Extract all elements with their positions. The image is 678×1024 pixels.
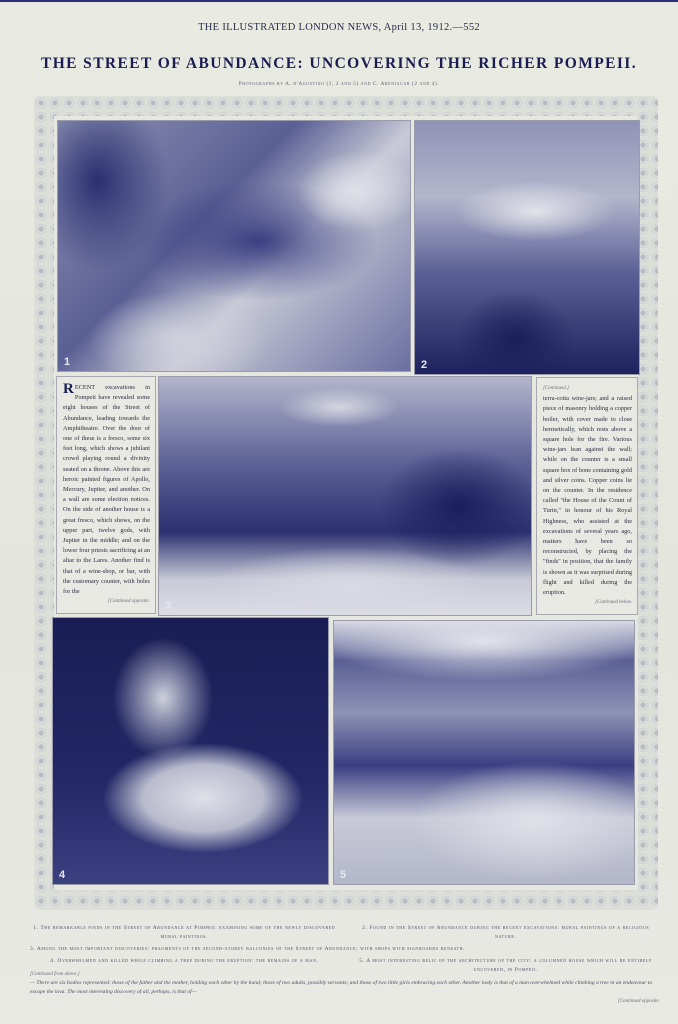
top-edge-bar	[0, 0, 678, 2]
caption-2: 2. Found in the Street of Abundance during the recent excavations: mural paintings of a religious nature.	[362, 925, 650, 940]
drop-cap: R	[63, 381, 74, 397]
photo-number: 4	[59, 869, 66, 881]
continued-label: [Continued from above.]	[30, 972, 80, 977]
article-column-right	[536, 377, 638, 615]
photo-credit: Photographs by A. d'Agostino (1, 3 and 5) and C. Abeniacar (2 and 4).	[238, 81, 440, 87]
caption-4: 4. Overwhelmed and killed while climbing a tree during the eruption: the remains of a man.	[50, 958, 319, 964]
article-text: ECENT excavations in Pompeii have revealed some eight houses of the Street of Abundance, leading towards the Amphitheatre. Over the door of one of these is a fresco, some six feet long, which shows a jubilant crowd playing round a divinity seated on a throne. Above this are heroic painted figures of Apollo, Mercury, Jupiter, and another. On a wall are some election notices. On the side of another house is a great fresco, which shows, on the upper part, twelve gods, with Jupiter in the middle; and on the lower four priests sacrificing at an altar to the Lares. Another find is that of a wine-shop, or bar, with the customary counter, with holes for the	[63, 384, 150, 596]
page-headline: THE STREET OF ABUNDANCE: UNCOVERING THE RICHER POMPEII.	[40, 55, 638, 72]
photo-number: 5	[340, 869, 347, 881]
caption-5: 5. A most interesting relic of the architecture of the city: a columned house which will be entirely uncovered, in Pompeii.	[359, 958, 652, 973]
continued-label: [Continued.]	[543, 386, 569, 391]
running-head: THE ILLUSTRATED LONDON NEWS, April 13, 1912.—552	[198, 22, 480, 33]
caption-1: 1. The remarkable finds in the Street of Abundance at Pompeii: examining some of the newly discovered mural paintings.	[33, 925, 336, 940]
continued-note: [Continued opposite.	[617, 999, 660, 1004]
photo-3-shopfront	[158, 376, 532, 616]
photo-5-columned-house	[333, 620, 635, 885]
footnote-body: — There are six bodies represented: those of the father and the mother, holding each other by the hand; those of two adults, possibly servants; and those of two little girls embracing each other. Another body is that of a man overwhelmed while climbing a tree in an endeavour to escape the lava. The most interesting discovery of all, perhaps, is that of—	[30, 980, 653, 995]
continued-note: [Continued opposite.	[107, 599, 150, 605]
photo-number: 3	[165, 600, 172, 612]
caption-3: 3. Among the most important discoveries: fragments of the second-storey balconies of the Street of Abundance; with shops with signboards beneath.	[30, 946, 466, 952]
photo-2-mural	[414, 120, 640, 375]
footnote-text	[30, 970, 660, 1006]
continued-note: [Continued below.	[595, 600, 632, 606]
photo-number: 1	[64, 356, 71, 368]
photo-1-excavation	[57, 120, 411, 372]
article-text: terra-cotta wine-jars; and a raised piece of masonry holding a copper boiler, with cover made to close hermetically, which rests above a square hole for the fire. Various wine-jars lean against the wall; while on the counter is a small square box of bone containing gold and silver coins. Copper coins lie on the counter. In the residence called "the House of the Count of Turin," in honour of his Royal Highness, who assisted at the excavations of several years ago, matters have been so reconstructed, by placing the "finds" in position, that the family is shown as it was surprised during flight and killed during the eruption.	[543, 395, 633, 597]
article-column-left	[56, 376, 156, 614]
photo-number: 2	[421, 359, 428, 371]
photo-4-plaster-cast	[52, 617, 329, 885]
